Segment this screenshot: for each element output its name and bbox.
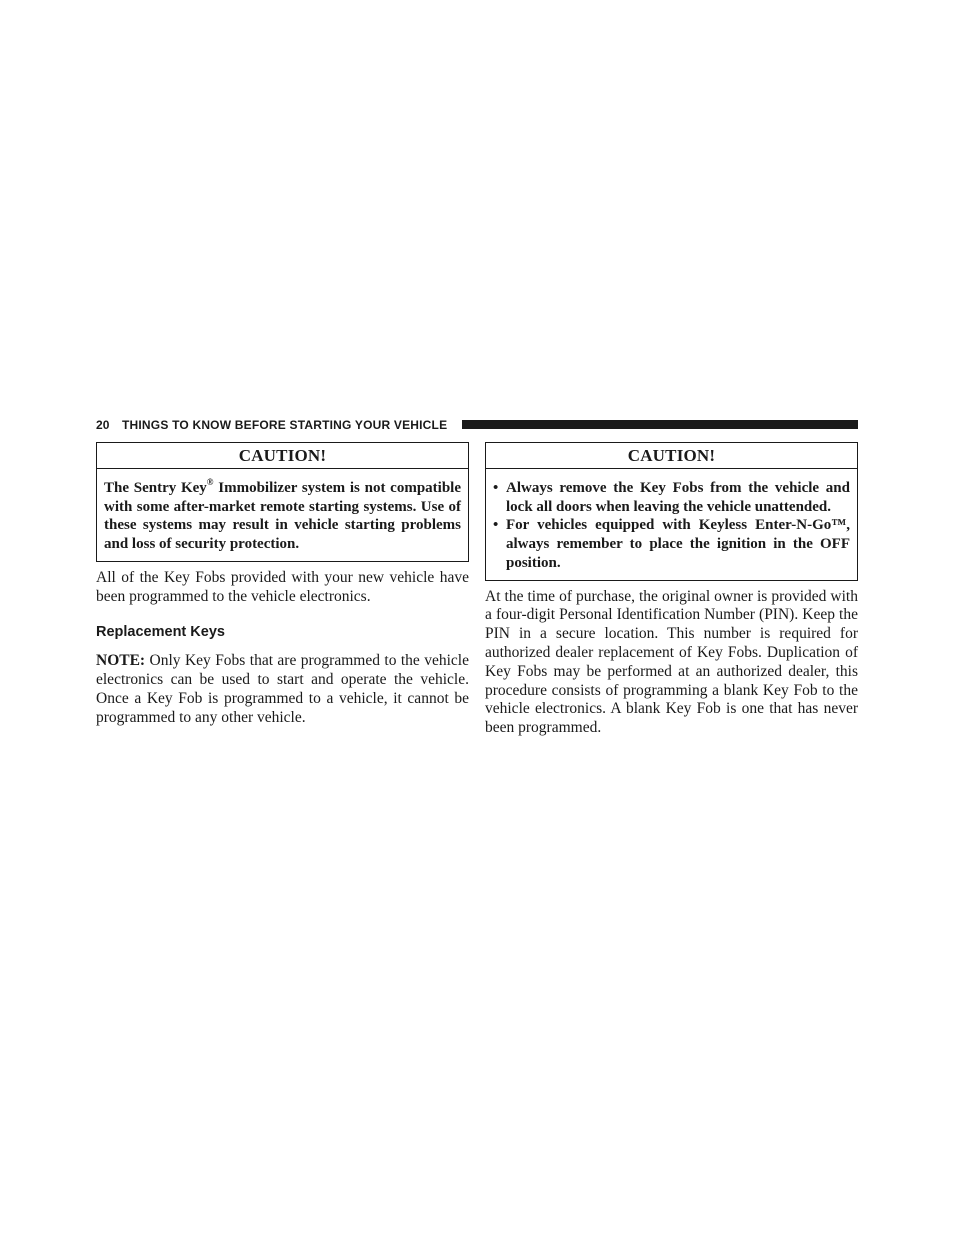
- note-label: NOTE:: [96, 652, 146, 670]
- caution-title: CAUTION!: [486, 443, 857, 469]
- note-paragraph: [96, 652, 469, 727]
- caution-body: [486, 469, 857, 580]
- caution-box-key-fobs: [485, 442, 858, 581]
- pin-paragraph: At the time of purchase, the original owner is provided with a four-digit Personal Identification Number (PIN). Keep the PIN in a secure location. This number is required for authorized dealer replacement of Key Fobs. Duplication of Key Fobs may be performed at an authorized dealer, this procedure consists of programming a blank Key Fob to the vehicle electronics. A blank Key Fob is one that has never been programmed.: [485, 587, 858, 737]
- caution-box-immobilizer: [96, 442, 469, 562]
- header-rule: [462, 420, 858, 429]
- caution-body: [97, 469, 468, 561]
- note-text: Only Key Fobs that are programmed to the vehicle electronics can be used to start and operate the vehicle. Once a Key Fob is programmed to a vehicle, it cannot be programmed to any other vehicle.: [96, 652, 469, 726]
- caution-text-start: The Sentry Key: [104, 480, 207, 496]
- caution-item-text: Always remove the Key Fobs from the vehicle and lock all doors when leaving the vehicle unattended.: [506, 480, 850, 515]
- bullet-icon: •: [493, 517, 499, 534]
- section-title: THINGS TO KNOW BEFORE STARTING YOUR VEHICLE: [122, 418, 448, 432]
- left-column: [96, 442, 469, 728]
- caution-item-text: For vehicles equipped with Keyless Enter-N-Go™, always remember to place the ignition in the OFF position.: [506, 517, 850, 571]
- caution-list-item: [493, 516, 850, 572]
- caution-title: CAUTION!: [97, 443, 468, 469]
- registered-mark: ®: [206, 477, 214, 487]
- bullet-icon: •: [493, 480, 499, 496]
- caution-text-end: Immobilizer system is not compatible with some after-market remote starting systems. Use of these systems may result in vehicle starting problems and loss of security protection.: [104, 480, 461, 553]
- page-number: 20: [96, 418, 110, 432]
- intro-paragraph: All of the Key Fobs provided with your new vehicle have been programmed to the vehicle electronics.: [96, 568, 469, 605]
- caution-text: [104, 479, 461, 554]
- running-header: [96, 416, 858, 433]
- caution-list: [493, 479, 850, 573]
- replacement-keys-heading: Replacement Keys: [96, 624, 225, 641]
- right-column: [485, 442, 858, 738]
- caution-list-item: [493, 479, 850, 516]
